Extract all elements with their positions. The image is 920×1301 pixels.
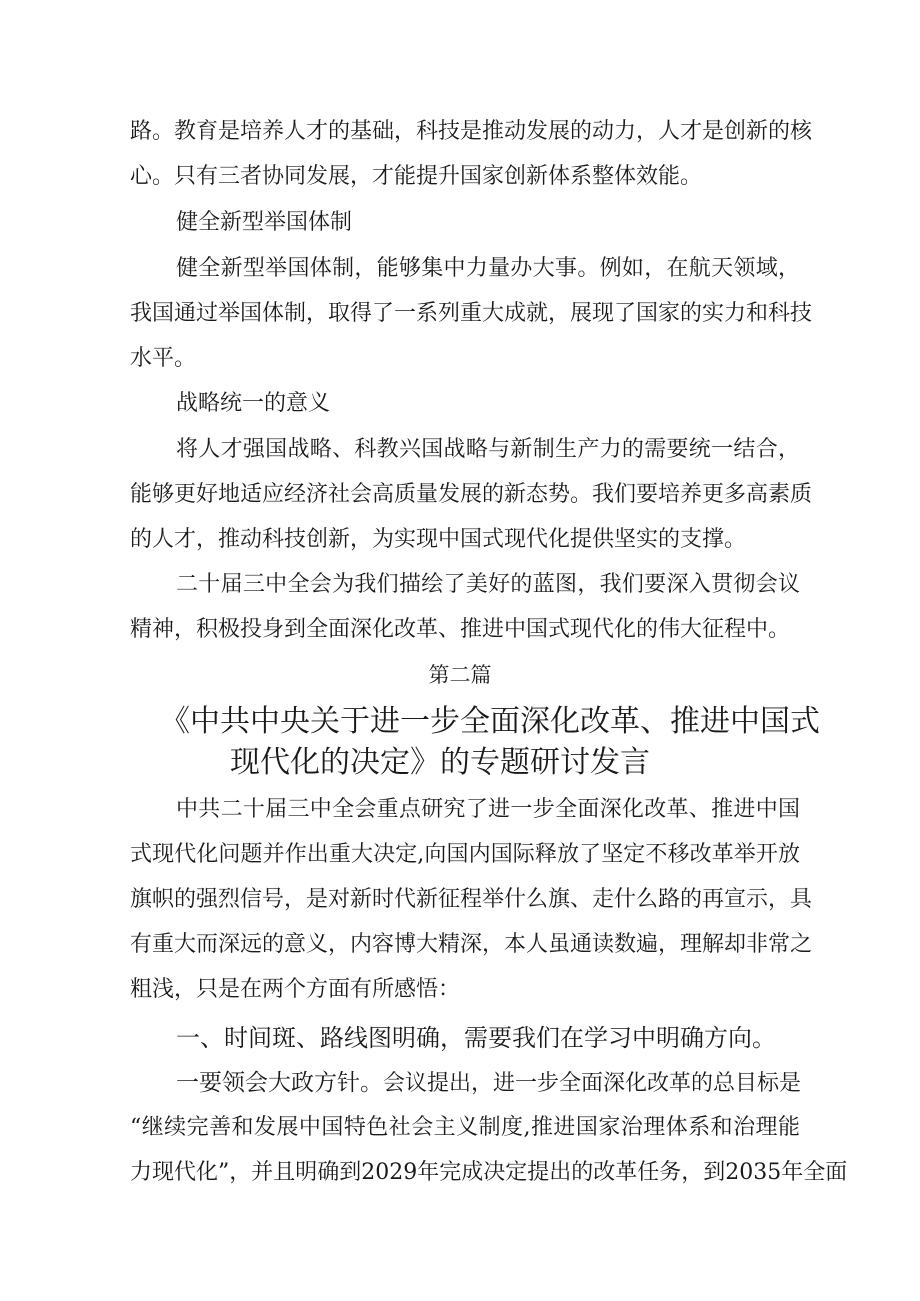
text-run: 会议提出，进一步全面深化改革的总目标是	[383, 1071, 802, 1096]
bold-lead: 一要领会大政方针。	[176, 1070, 383, 1096]
text-line: 粗浅，只是在两个方面有所感悟：	[130, 977, 461, 1002]
text-line: 精神，积极投身到全面深化改革、推进中国式现代化的伟大征程中。	[130, 617, 791, 642]
text-line: 水平。	[130, 346, 197, 371]
text-line: 路。教育是培养人才的基础，科技是推动发展的动力，人才是创新的核	[130, 119, 813, 144]
text-line: 心。只有三者协同发展，才能提升国家创新体系整体效能。	[130, 164, 703, 189]
part-label: 第二篇	[428, 663, 492, 687]
text-line: 中共二十届三中全会重点研究了进一步全面深化改革、推进中国	[176, 797, 800, 822]
document-title: 《中共中央关于进一步全面深化改革、推进中国式	[160, 704, 820, 739]
text-line: 健全新型举国体制，能够集中力量办大事。例如，在航天领域，	[176, 256, 800, 281]
text-line: 我国通过举国体制，取得了一系列重大成就，展现了国家的实力和科技	[130, 301, 813, 326]
text-line: “继续完善和发展中国特色社会主义制度,推进国家治理体系和治理能	[130, 1115, 800, 1140]
text-line: 旗帜的强烈信号，是对新时代新征程举什么旗、走什么路的再宣示，具	[130, 887, 813, 912]
text-line: 二十届三中全会为我们描绘了美好的蓝图，我们要深入贯彻会议	[176, 572, 800, 597]
text-line: 式现代化问题并作出重大决定,向国内国际释放了坚定不移改革举开放	[130, 842, 800, 867]
text-line: 力现代化”，并且明确到2029年完成决定提出的改革任务，到2035年全面	[130, 1160, 848, 1185]
text-line	[176, 1068, 800, 1099]
text-line: 能够更好地适应经济社会高质量发展的新态势。我们要培养更多高素质	[130, 482, 813, 507]
subheading: 健全新型举国体制	[176, 210, 353, 235]
section-heading: 一、时间斑、路线图明确，需要我们在学习中明确方向。	[176, 1024, 776, 1052]
document-title: 现代化的决定》的专题研讨发言	[230, 745, 650, 780]
text-line: 有重大而深远的意义，内容博大精深，本人虽通读数遍，理解却非常之	[130, 932, 813, 957]
text-line: 将人才强国战略、科教兴国战略与新制生产力的需要统一结合，	[176, 437, 800, 462]
text-line: 的人才，推动科技创新，为实现中国式现代化提供坚实的支撑。	[130, 527, 747, 552]
subheading: 战略统一的意义	[176, 391, 331, 416]
